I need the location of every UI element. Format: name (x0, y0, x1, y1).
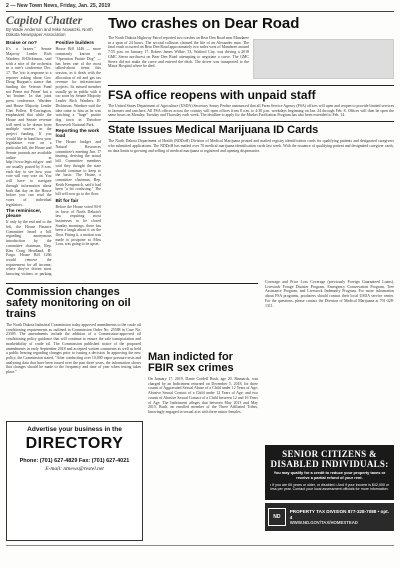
chatter-text-3: House Bill 1446 — more commonly known as "Operation Prairie Dog" — has been one of the most talked-about items this session, as it deals with the allocation of oil and gas tax revenue for infrastructure projects. Its missed member usually go in public with it too soon by Senate Majority Leader Rich Wardner, R-Dickinson. Wardner said the idea came to him as he was watching a "huge" prairie dog town in Theodore Roosevelt National Park. (55, 47, 101, 127)
chatter-right (56, 39, 102, 276)
directory-phone: Phone: (701) 627-4829 Fax: (701) 627-4021 (19, 458, 130, 464)
property-tax-ad (265, 503, 394, 531)
section-rule-2 (108, 121, 394, 122)
footer-rule (6, 545, 394, 546)
section-rule-1 (108, 85, 394, 86)
fsa-body (108, 104, 394, 118)
column-byline: By Wade Anderson and Mike Nowatzki, North Dakota Newspaper Association (6, 27, 93, 38)
directory-ad (6, 421, 143, 541)
chatter-text-4: The House budget and Natural Resources committee's meeting Jan. 17 hearing, deriving the actual bill. Committee members said they thought the state should continue to keep to the basic. The House, a committee chairman, Rep. Keith Kempenich, said it had been "a bit confusing." The bill will now go to the floor. (55, 140, 101, 197)
chatter-split (6, 39, 101, 276)
senior-subtitle: You may qualify for a credit to reduce your property taxes or receive a partial refund of your rent. (273, 470, 386, 480)
main-stories (108, 14, 394, 153)
chatter-left (6, 39, 52, 276)
headline-fsa: FSA office reopens with unpaid staff (108, 88, 316, 102)
chatter-text-2: If only by the end and to the left, the House Finance Committee heard a bill regarding anonymous introduction by the committee chairman, Rep. Kim Craig Headland, R-Fargo. House Bill 1266 would remove the requirement for all income, where they've driven most knowing victims or parking (6, 220, 52, 276)
ptax-title: PROPERTY TAX DIVISION 877-328-7088 • opt. 4 (289, 509, 389, 520)
headline-fbi: Man indicted for FBIR sex crimes (148, 351, 234, 374)
nd-seal-icon: ND (268, 508, 286, 526)
commission-rule (6, 283, 258, 284)
directory-email: E-mail: ntnews@restel.net (45, 466, 104, 472)
lower-right-text: Coverage and Price Loss Coverage (previously Foreign Guaranteed Loans), Livestock Forage Disaster Program, Emergency Conservation Program, Tree Assistance Program, and Livestock Indemnity Program. For more information about FSA programs, producers should contact their local USDA service center. For the questions, please contact the Division of Medical Marijuana at 701-328-1311. (265, 280, 394, 308)
headline-commission: Commission changes safety monitoring on oil trains (6, 286, 131, 320)
headline-crashes: Two crashes on Dear Road (108, 15, 300, 32)
senior-citizens-ad (265, 445, 394, 500)
header-rule (6, 11, 394, 12)
lower-right-story (265, 280, 394, 308)
crash-photo (253, 39, 394, 79)
directory-pre: Advertise your business in the (27, 426, 122, 433)
chatter-text-5: Before the House voted 94-0 in favor of North Dakota's law requiring most businesses to be closed Sunday mornings, there has been a laugh about it on the floor. Fitting it, a motion was made to postpone so Miss Lora, was going to be upset. (55, 204, 101, 247)
directory-word: DIRECTORY (25, 435, 124, 452)
senior-list: • If you are 65 years or older, or disabled • And if your income is $42,000 or less per year. Contact your local assessment officials for more information. (269, 482, 390, 492)
crashes-body (108, 36, 394, 82)
fbi-story: On January 17, 2019, Dante Cordell Bush, age 20, Bismarck, was charged by an Indictment returned on December 5, 2018, for three counts of Aggravated Sexual Abuse of a Child under 12 Years of Age; Abusive Sexual Contact of a Child under 12 Years of Age; and two counts of Abusive Sexual Contact of a Child between 12 and 16 Years of Age. The Indictment alleges that between May 2013 and May 2015, Bush, an enrolled member of the Three Affiliated Tribes, knowingly engaged in sexual acts with three minor females. (148, 377, 258, 414)
chatter-head-4: Reporting the work load (55, 129, 100, 140)
fbi-section (148, 352, 258, 415)
commission-story: The North Dakota Industrial Commission today approved amendments to the crude oil conditioning requirements as outlined in Commission Order No. 25588 in Case No. 23305. The amendments include the addition of a Commission-approved oil conditioning policy guidance that will continue to ensure the safe transportation and marketability of crude oil. The Commission published notice of the proposed amendments in early September 2018 and accepted written comments as well as held a public hearing regarding changes prior to issuing a decision. In approving the new policy, the Commission stated, "After conducting over 10,000 vapor pressure tests and analyzing data that have been issued over the past three years, the information shows that changes should be made to the frequency and time of year when testing takes place." (6, 323, 141, 375)
chatter-head-5: Bit for fair (55, 198, 79, 204)
ptax-textblock (290, 509, 391, 525)
capitol-chatter-logo: Capitol Chatter (6, 14, 83, 27)
fsa-story: The United States Department of Agriculture (USDA) Secretary Sonny Perdue announced that all Farm Service Agency (FSA) offices will open and reopen to provide limited services to farmers and ranchers. All FSA offices across the country will open offices from 8 a.m. to 4:30 p.m. weekdays beginning on Jan. 24 through Feb. 8. Offices will then be open the same hours on Monday, Tuesday and Thursday each week. The deadline to apply for the Market Facilitation Program has also been extended to Feb. 14. (108, 104, 394, 118)
commission-body (6, 323, 141, 375)
ptax-url: WWW.ND.GOV/TAX/HOMESTEAD (289, 520, 358, 525)
marijuana-story: The North Dakota Department of Health (NDDoH) Division of Medical Marijuana printed and mailed registry identification cards for qualifying patients and designated caregivers who submitted applications. The NDDoH has mailed over 70 medical marijuana identification cards last week. With the issuance of qualifying patient and designated caregiver cards, no data limits to growing and selling of medical marijuana at registered and opening dispensaries. (108, 139, 394, 153)
crashes-story: The North Dakota Highway Patrol reported two crashes on Bear Den Road near Mandaree in a span of 24 hours. The second collision claimed the life of an Alexander man. The fatal crash occurred on Bear Den Road approximately two miles west of Mandaree around 7:55 p.m. on January 17. Robert James Wilkie, 53, Watford City, was driving a 2018 GMC Sierra northwest on Bear Den Road attempting to negotiate a curve. The GMC Sierra did not make the curve and entered the ditch. The driver was transported to the Minot Hospital where he died. (108, 36, 249, 69)
chatter-head-3: Positive builders (55, 41, 94, 47)
capitol-chatter-column (6, 14, 101, 276)
chatter-text-1: It's a brazer," Senate Majority Leader Rich Wardner, R-Dickinson, said with a nice of the orchestra in a rare's conference Dec. 17. The 'trio is response to a reporter asking about Gov. Doug Burgum's stance that funding the Veteran Fund not Prime not Prime' but a 'no brainer.' In that joint press conference, Wardner and House Majority Leader Chet Pollert, R-Carrington, emphasized that while the House and Senate revenue will need to be drawn from multiple sources in the project funding. If you would like to hand how your legislature vote on a particular bill, the House and Senate journals are available online at http://www.legis.nd.gov and are usually posted by 8 a.m. each day to see how your vote will vary vote on. You will have to navigate through information about both that day on the House before you can read the votes of individual legislators. (6, 47, 52, 207)
headline-marijuana: State Issues Medical Marijuana ID Cards (108, 124, 319, 137)
marijuana-body (108, 139, 394, 153)
chatter-head-1: Braise or no? (6, 41, 37, 47)
chatter-head-2: The reminiscer, please (6, 209, 42, 220)
running-head: 2 — New Town News, Friday, Jan. 25, 2019 (6, 3, 111, 9)
senior-title: SENIOR CITIZENS & DISABLED INDIVIDUALS: (270, 449, 389, 469)
